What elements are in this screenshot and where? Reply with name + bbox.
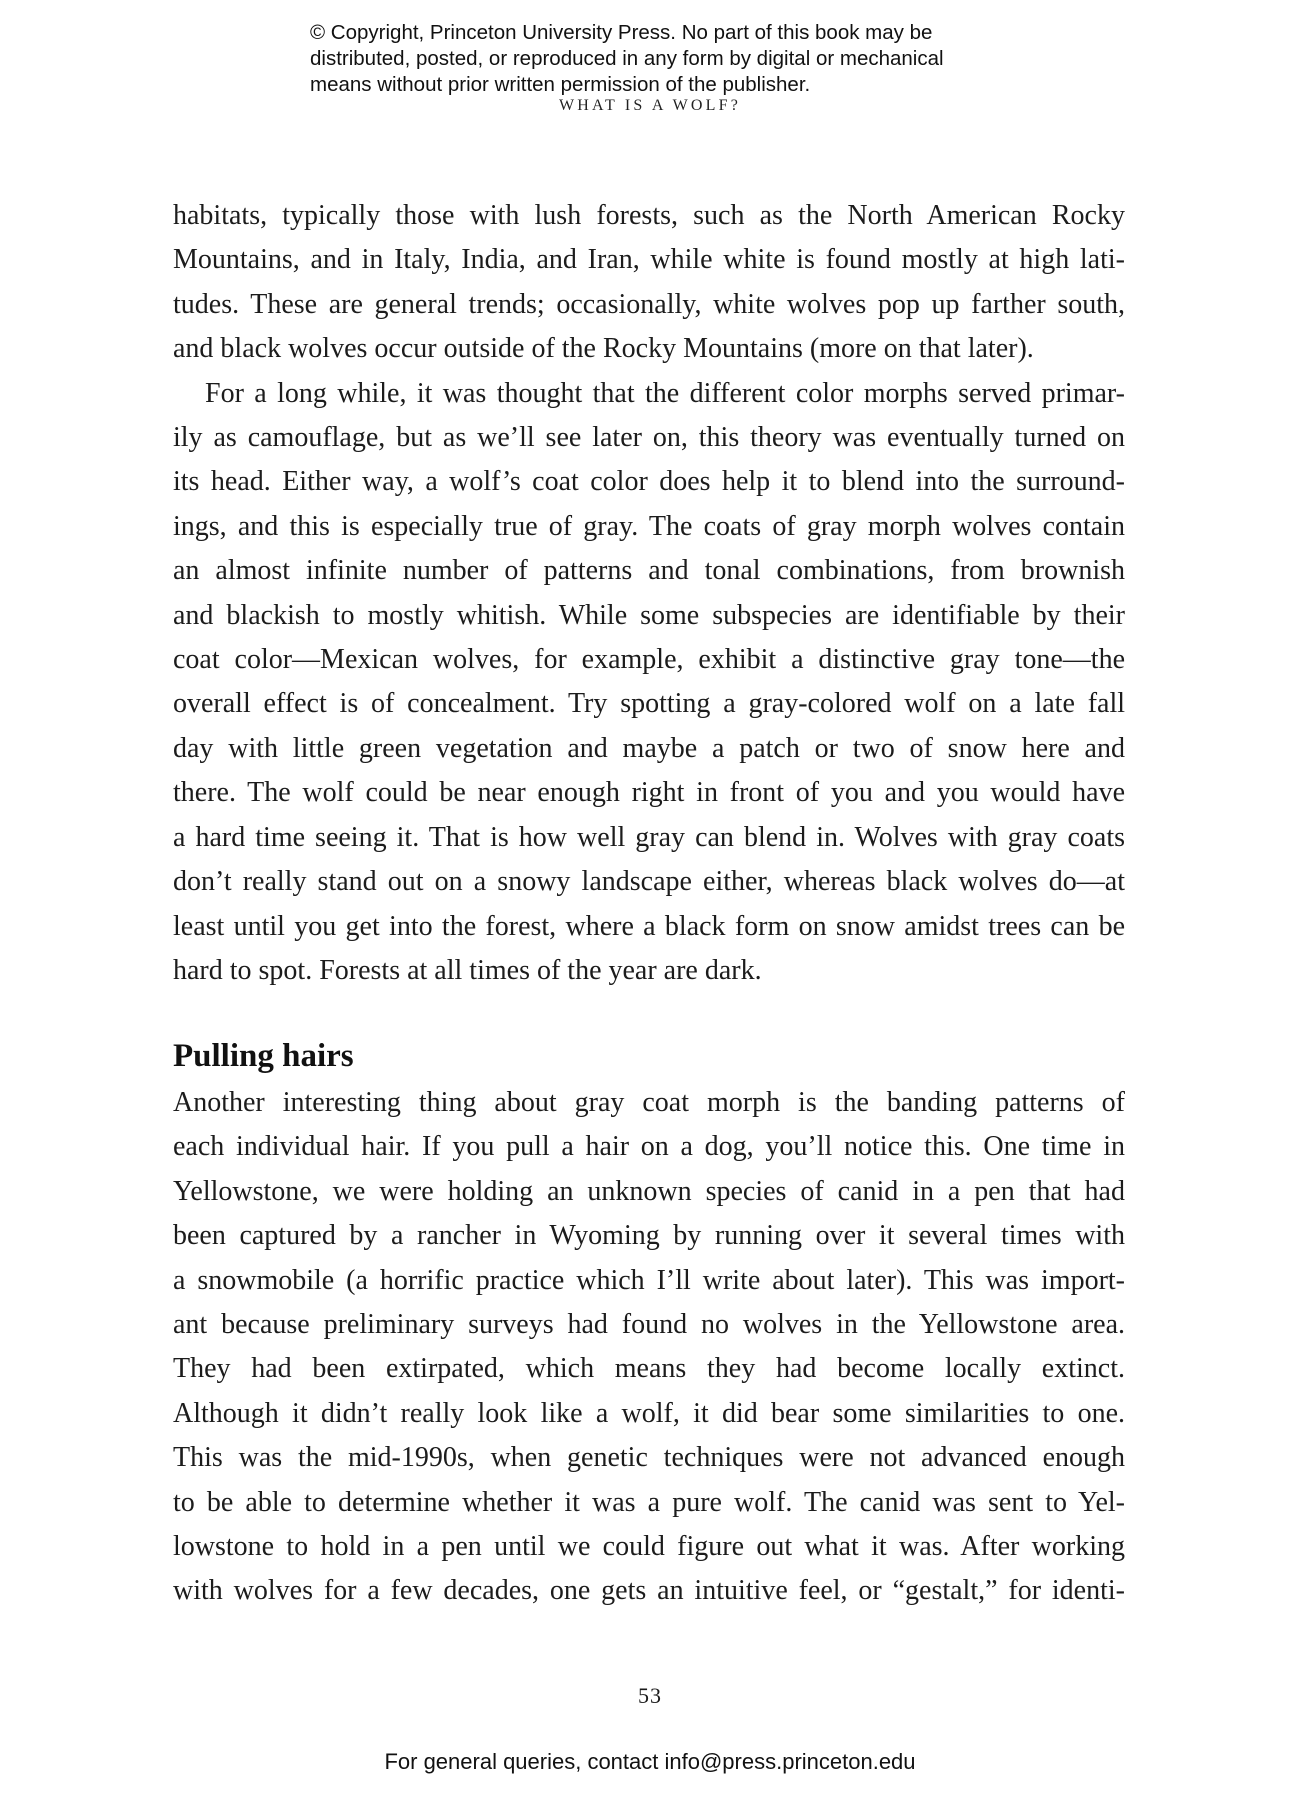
copyright-notice — [310, 20, 1030, 98]
text-line: overall effect is of concealment. Try spotting a gray-colored wolf on a late fall — [173, 688, 1125, 720]
text-line: coat color—Mexican wolves, for example, exhibit a distinctive gray tone—the — [173, 644, 1125, 676]
copyright-line: © Copyright, Princeton University Press. No part of this book may be — [310, 21, 933, 44]
text-line: Although it didn’t really look like a wolf, it did bear some similarities to one. — [173, 1397, 1125, 1429]
body-text-top — [173, 194, 1125, 993]
footer-contact: For general queries, contact info@press.princeton.edu — [384, 1749, 916, 1774]
text-line: its head. Either way, a wolf’s coat color does help it to blend into the surround- — [173, 466, 1125, 498]
text-line: least until you get into the forest, where a black form on snow amidst trees can be — [173, 910, 1125, 942]
copyright-line: means without prior written permission of the publisher. — [310, 73, 811, 96]
text-line: don’t really stand out on a snowy landscape either, whereas black wolves do—at — [173, 866, 1125, 898]
text-line: ily as camouflage, but as we’ll see later on, this theory was eventually turned on — [173, 422, 1125, 454]
paragraph-2 — [173, 372, 1125, 994]
text-line: Another interesting thing about gray coat morph is the banding patterns of — [173, 1087, 1125, 1118]
text-line: lowstone to hold in a pen until we could figure out what it was. After working — [173, 1531, 1125, 1563]
body-text-bottom — [173, 1081, 1125, 1614]
text-line: They had been extirpated, which means they had become locally extinct. — [173, 1353, 1125, 1385]
text-line: tudes. These are general trends; occasionally, white wolves pop up farther south, — [173, 288, 1125, 320]
text-line: and black wolves occur outside of the Rocky Mountains (more on that later). — [173, 333, 1034, 365]
text-line: and blackish to mostly whitish. While some subspecies are identifiable by their — [173, 599, 1125, 631]
text-line: habitats, typically those with lush forests, such as the North American Rocky — [173, 200, 1125, 231]
page-number: 53 — [638, 1683, 662, 1708]
text-line: ant because preliminary surveys had found no wolves in the Yellowstone area. — [173, 1309, 1125, 1341]
running-head: WHAT IS A WOLF? — [558, 97, 742, 114]
text-line: Mountains, and in Italy, India, and Iran, while white is found mostly at high lati- — [173, 244, 1125, 276]
text-line: there. The wolf could be near enough right in front of you and you would have — [173, 777, 1125, 809]
text-line: This was the mid-1990s, when genetic techniques were not advanced enough — [173, 1442, 1125, 1474]
text-line: with wolves for a few decades, one gets an intuitive feel, or “gestalt,” for identi- — [173, 1575, 1125, 1607]
section-heading: Pulling hairs — [173, 1038, 354, 1074]
paragraph-1 — [173, 194, 1125, 372]
text-line: hard to spot. Forests at all times of the year are dark. — [173, 954, 762, 986]
text-line: an almost infinite number of patterns and tonal combinations, from brownish — [173, 555, 1125, 587]
text-line: Yellowstone, we were holding an unknown species of canid in a pen that had — [173, 1175, 1125, 1207]
text-line: For a long while, it was thought that the different color morphs served primar- — [205, 377, 1125, 409]
text-line: ings, and this is especially true of gray. The coats of gray morph wolves contain — [173, 510, 1125, 542]
text-line: each individual hair. If you pull a hair on a dog, you’ll notice this. One time in — [173, 1131, 1125, 1163]
text-line: a snowmobile (a horrific practice which I’ll write about later). This was import- — [173, 1264, 1125, 1296]
text-line: day with little green vegetation and maybe a patch or two of snow here and — [173, 732, 1125, 764]
paragraph-3 — [173, 1081, 1125, 1614]
text-line: a hard time seeing it. That is how well gray can blend in. Wolves with gray coats — [173, 821, 1125, 853]
copyright-line: distributed, posted, or reproduced in any form by digital or mechanical — [310, 47, 944, 70]
text-line: to be able to determine whether it was a pure wolf. The canid was sent to Yel- — [173, 1486, 1125, 1518]
text-line: been captured by a rancher in Wyoming by running over it several times with — [173, 1220, 1125, 1252]
